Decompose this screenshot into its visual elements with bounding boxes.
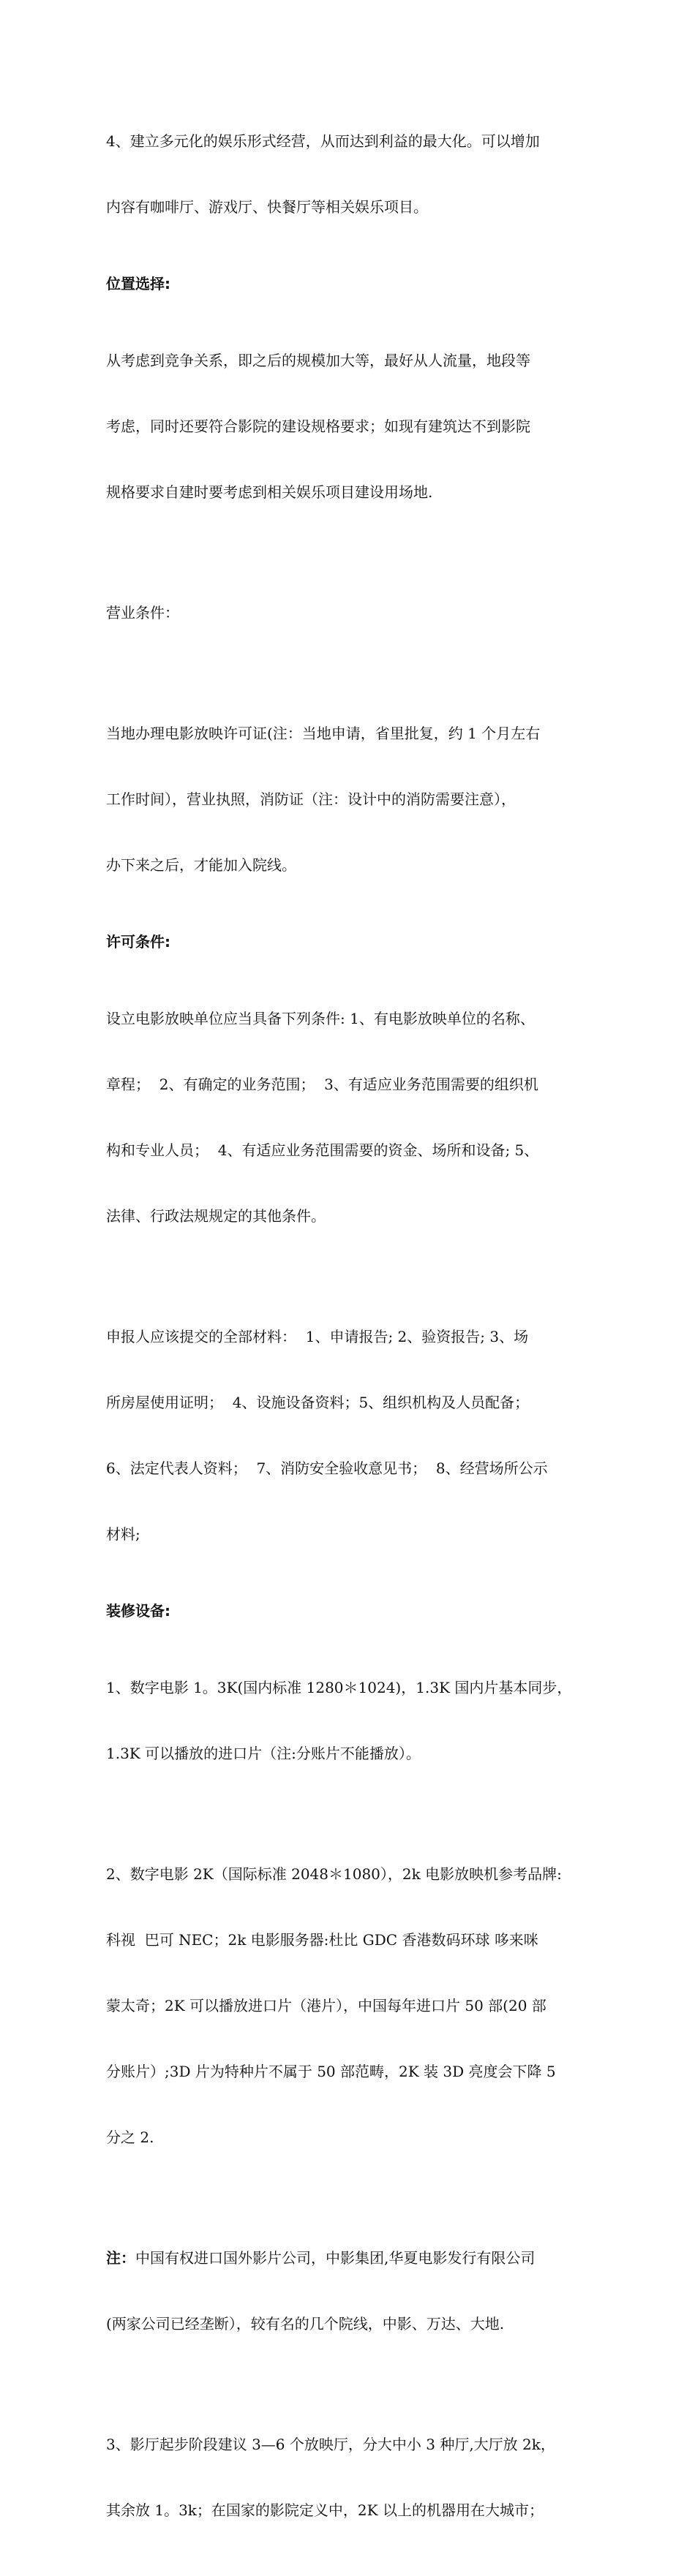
paragraph-digital-2k xyxy=(106,1819,593,2192)
text-line: 构和专业人员； 4、有适应业务范围需要的资金、场所和设备; 5、 xyxy=(106,1141,539,1159)
text-line: 营业条件： xyxy=(106,604,179,622)
text-line: 规格要求自建时要考虑到相关娱乐项目建设用场地. xyxy=(106,483,433,501)
paragraph-business-conditions xyxy=(106,679,593,920)
text-line: 所房屋使用证明； 4、设施设备资料；5、组织机构及人员配备； xyxy=(106,1394,530,1411)
paragraph-application-materials xyxy=(106,1282,593,1589)
text-line: 当地办理电影放映许可证(注：当地申请，省里批复，约 1 个月左右 xyxy=(106,725,541,742)
text-line: 工作时间），营业执照，消防证（注：设计中的消防需要注意）， xyxy=(106,790,516,808)
paragraph-diversified-entertainment xyxy=(106,86,593,262)
heading-decoration-equipment: 装修设备: xyxy=(106,1602,170,1620)
text-line xyxy=(106,2247,593,2269)
text-line: 材料; xyxy=(106,1525,140,1543)
text-line: 分之 2. xyxy=(106,2129,154,2146)
text-line: 分账片）;3D 片为特种片不属于 50 部范畴，2K 装 3D 亮度会下降 5 xyxy=(106,2063,556,2080)
text-line: 其余放 1。3k；在国家的影院定义中，2K 以上的机器用在大城市； xyxy=(106,2501,544,2519)
text-line: 章程； 2、有确定的业务范围； 3、有适应业务范围需要的组织机 xyxy=(106,1076,538,1093)
text-line: 2、数字电影 2K（国际标准 2048＊1080），2k 电影放映机参考品牌: xyxy=(106,1865,562,1883)
text-line: 1.3K 可以播放的进口片（注:分账片不能播放）。 xyxy=(106,1745,421,1762)
text-line: 科视 巴可 NEC；2k 电影服务器:杜比 GDC 香港数码环球 哆来咪 xyxy=(106,1931,538,1949)
text-line: 法律、行政法规规定的其他条件。 xyxy=(106,1207,326,1225)
document-body xyxy=(106,86,593,2576)
text-line: 设立电影放映单位应当具备下列条件: 1、有电影放映单位的名称、 xyxy=(106,1010,535,1027)
paragraph-note xyxy=(106,2203,593,2379)
text-line: 内容有咖啡厅、游戏厅、快餐厅等相关娱乐项目。 xyxy=(106,198,428,216)
text-line: 考虑，同时还要符合影院的建设规格要求；如现有建筑达不到影院 xyxy=(106,418,530,435)
paragraph-business-conditions-label xyxy=(106,558,593,668)
text-line: 1、数字电影 1。3K(国内标准 1280＊1024)，1.3K 国内片基本同步， xyxy=(106,1679,572,1696)
text-line: 4、建立多元化的娱乐形式经营，从而达到利益的最大化。可以增加 xyxy=(106,132,540,150)
text-line: 办下来之后，才能加入院线。 xyxy=(106,856,296,874)
heading-license-conditions: 许可条件: xyxy=(106,933,170,951)
paragraph-location xyxy=(106,306,593,547)
paragraph-screening-halls xyxy=(106,2390,593,2565)
heading-location-selection: 位置选择: xyxy=(106,275,170,292)
text-line: 从考虑到竞争关系，即之后的规模加大等，最好从人流量，地段等 xyxy=(106,352,530,369)
paragraph-license-requirements xyxy=(106,964,593,1271)
text-line: (两家公司已经垄断），较有名的几个院线，中影、万达、大地. xyxy=(106,2315,505,2333)
text-line: 申报人应该提交的全部材料： 1、申请报告; 2、验资报告; 3、场 xyxy=(106,1328,529,1345)
note-text: 中国有权进口国外影片公司，中影集团,华夏电影发行有限公司 xyxy=(135,2249,536,2267)
text-line: 蒙太奇；2K 可以播放进口片（港片），中国每年进口片 50 部(20 部 xyxy=(106,1997,546,2014)
text-line: 6、法定代表人资料； 7、消防安全验收意见书； 8、经营场所公示 xyxy=(106,1459,548,1477)
paragraph-digital-1-3k xyxy=(106,1633,593,1808)
note-label: 注： xyxy=(106,2249,135,2267)
text-line: 3、影厅起步阶段建议 3—6 个放映厅，分大中小 3 种厅,大厅放 2k， xyxy=(106,2436,555,2453)
